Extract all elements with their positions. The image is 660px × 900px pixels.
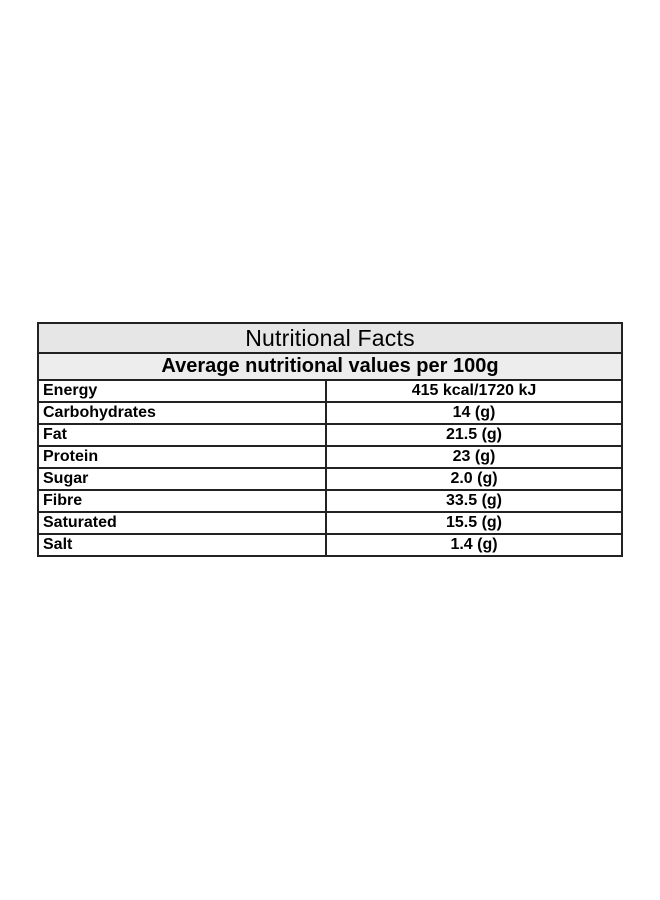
nutrient-name: Protein xyxy=(38,446,326,468)
table-row xyxy=(38,446,622,468)
nutrient-value: 33.5 (g) xyxy=(326,490,622,512)
nutrient-name: Salt xyxy=(38,534,326,556)
nutrition-table xyxy=(37,381,623,557)
table-row xyxy=(38,534,622,556)
table-row xyxy=(38,424,622,446)
nutrition-facts-panel xyxy=(37,322,623,557)
nutrient-value: 15.5 (g) xyxy=(326,512,622,534)
nutrient-value: 2.0 (g) xyxy=(326,468,622,490)
nutrient-name: Saturated xyxy=(38,512,326,534)
nutrient-value: 1.4 (g) xyxy=(326,534,622,556)
nutrient-name: Fat xyxy=(38,424,326,446)
nutrient-name: Sugar xyxy=(38,468,326,490)
nutrient-name: Fibre xyxy=(38,490,326,512)
nutrition-subtitle: Average nutritional values per 100g xyxy=(37,352,623,381)
nutrient-value: 23 (g) xyxy=(326,446,622,468)
nutrient-name: Carbohydrates xyxy=(38,402,326,424)
nutrient-value: 14 (g) xyxy=(326,402,622,424)
nutrition-title: Nutritional Facts xyxy=(37,322,623,352)
table-row xyxy=(38,381,622,402)
table-row xyxy=(38,468,622,490)
table-row xyxy=(38,402,622,424)
table-row xyxy=(38,490,622,512)
table-row xyxy=(38,512,622,534)
nutrient-value: 415 kcal/1720 kJ xyxy=(326,381,622,402)
nutrient-value: 21.5 (g) xyxy=(326,424,622,446)
nutrient-name: Energy xyxy=(38,381,326,402)
